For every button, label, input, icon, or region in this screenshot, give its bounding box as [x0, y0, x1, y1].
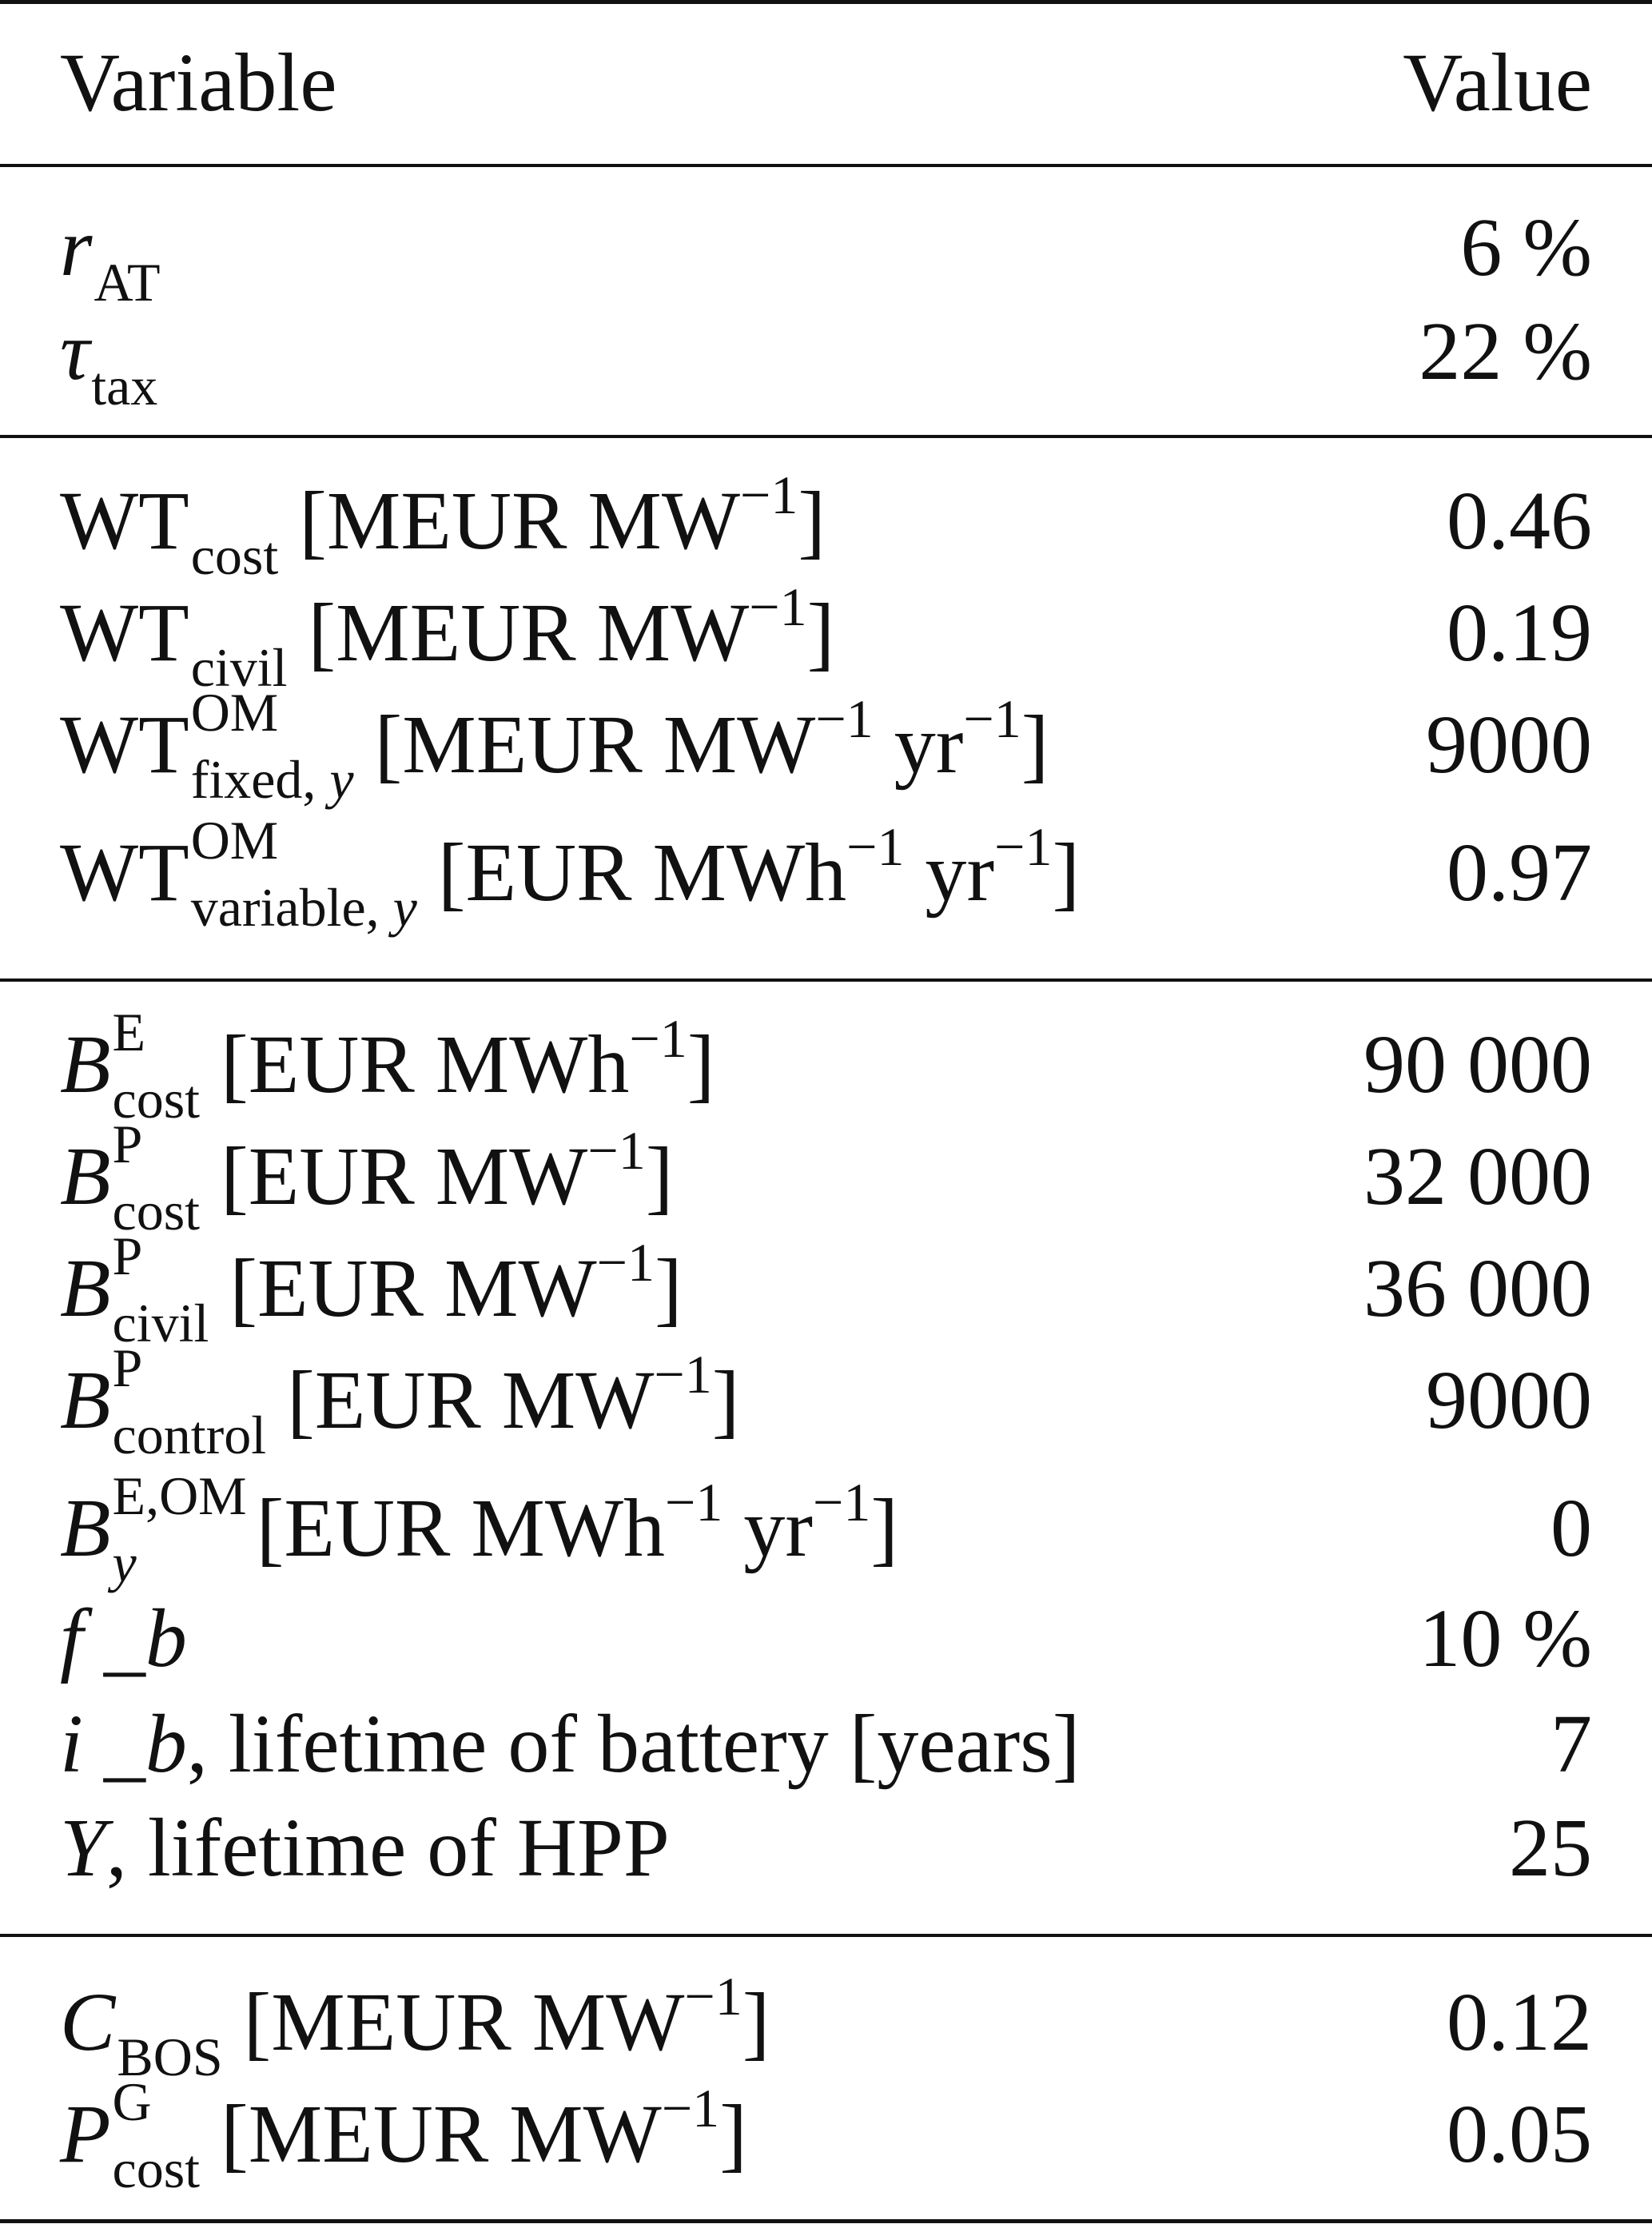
var-wt-om-fixed: [60, 682, 1049, 810]
var-base: B: [60, 1482, 111, 1574]
top-rule: [0, 0, 1652, 4]
var-base: B: [60, 1130, 111, 1222]
var-unit: [EUR MW: [287, 1354, 655, 1446]
var-unit-close: ]: [798, 475, 826, 567]
var-unit-exp: −1: [664, 1472, 723, 1532]
var-sup: G: [112, 2071, 152, 2132]
var-sup: E: [112, 1002, 146, 1062]
var-unit-exp: −1: [739, 464, 798, 525]
var-text: , lifetime of battery [years]: [186, 1698, 1081, 1790]
var-sub: cost: [190, 525, 279, 586]
header-value: Value: [1403, 37, 1592, 129]
var-wt-cost: [60, 464, 826, 586]
var-sup: P: [112, 1337, 143, 1398]
value-wt-om-fixed: 9000: [1426, 699, 1592, 791]
var-sub: cost: [112, 2138, 201, 2199]
var-p-g-cost: [60, 2071, 747, 2199]
var-base: Y: [60, 1802, 106, 1894]
var-y: [60, 1802, 670, 1894]
var-unit-exp: −1: [587, 1120, 646, 1181]
var-unit-close: ]: [687, 1018, 715, 1110]
value-c-bos: 0.12: [1447, 1976, 1592, 2068]
var-base: τ: [60, 305, 90, 397]
value-f-b: 10 %: [1419, 1592, 1592, 1684]
var-sub: AT: [94, 252, 161, 313]
var-unit-mid: yr: [904, 827, 995, 919]
var-b-e-om: [60, 1465, 898, 1593]
value-y: 25: [1509, 1802, 1592, 1894]
var-unit: [MEUR MW: [299, 475, 740, 567]
var-unit: [EUR MW: [229, 1242, 597, 1334]
var-unit-exp: −1: [684, 1966, 742, 2027]
var-base: r: [60, 201, 93, 293]
var-unit-close: ]: [655, 1242, 683, 1334]
var-unit-exp: −1: [596, 1232, 655, 1293]
var-base: B: [60, 1018, 111, 1110]
var-base: B: [60, 1242, 111, 1334]
value-r-at: 6 %: [1460, 201, 1592, 293]
group-rule-1: [0, 435, 1652, 438]
var-unit-close: ]: [1052, 827, 1081, 919]
var-unit-close: ]: [719, 2088, 747, 2180]
var-unit-close: ]: [870, 1482, 898, 1574]
var-base: B: [60, 1354, 111, 1446]
var-sub-italic: y: [329, 749, 354, 810]
value-wt-civil: 0.19: [1447, 587, 1592, 679]
value-i-b: 7: [1550, 1698, 1592, 1790]
var-base: i _b: [60, 1698, 187, 1790]
var-b-p-cost: [60, 1114, 674, 1242]
var-sub-italic: y: [112, 1532, 137, 1593]
var-unit: [EUR MW: [221, 1130, 588, 1222]
var-unit-exp: −1: [629, 1008, 687, 1069]
value-wt-om-variable: 0.97: [1447, 827, 1592, 919]
var-tau-tax: [60, 305, 158, 417]
var-unit: [EUR MWh: [437, 827, 847, 919]
var-wt-om-variable: [60, 810, 1081, 938]
var-sub: fixed,: [190, 749, 316, 810]
var-unit-close: ]: [711, 1354, 740, 1446]
var-base: f _b: [60, 1592, 187, 1684]
var-unit-close: ]: [806, 587, 835, 679]
var-sub: variable,: [190, 877, 380, 938]
bottom-rule: [0, 2219, 1652, 2223]
value-tau-tax: 22 %: [1419, 305, 1592, 397]
var-sub: cost: [112, 1069, 201, 1130]
var-sub-italic: y: [392, 877, 417, 938]
var-text: , lifetime of HPP: [105, 1802, 670, 1894]
var-unit-exp2: −1: [812, 1472, 871, 1532]
var-unit-mid: yr: [723, 1482, 813, 1574]
var-base: WT: [60, 475, 189, 567]
var-r-at: [60, 201, 161, 313]
var-unit-close: ]: [742, 1976, 770, 2068]
value-p-g-cost: 0.05: [1447, 2088, 1592, 2180]
var-sub: control: [112, 1405, 267, 1465]
var-sup: P: [112, 1114, 143, 1174]
var-sup: OM: [190, 682, 279, 743]
var-wt-civil: [60, 576, 835, 698]
var-i-b: [60, 1698, 1081, 1790]
var-c-bos: [60, 1966, 770, 2087]
var-unit-exp2: −1: [963, 688, 1021, 749]
var-sub: tax: [91, 356, 158, 417]
group-rule-3: [0, 1934, 1652, 1937]
var-unit-close: ]: [1021, 699, 1049, 791]
value-b-e-cost: 90 000: [1363, 1018, 1592, 1110]
var-unit-exp: −1: [661, 2078, 720, 2138]
var-base: P: [60, 2088, 111, 2180]
var-base: C: [60, 1976, 116, 2068]
var-sub: BOS: [117, 2027, 223, 2087]
var-f-b: [60, 1592, 187, 1684]
value-b-p-control: 9000: [1426, 1354, 1592, 1446]
var-unit-exp: −1: [815, 688, 874, 749]
var-unit-close: ]: [645, 1130, 674, 1222]
var-sup: OM: [190, 810, 279, 871]
var-unit-exp2: −1: [994, 816, 1053, 877]
var-sup: P: [112, 1226, 143, 1286]
value-b-p-cost: 32 000: [1363, 1130, 1592, 1222]
header-rule: [0, 164, 1652, 167]
var-base: WT: [60, 699, 189, 791]
header-variable: Variable: [60, 37, 337, 129]
var-unit-exp: −1: [749, 576, 807, 637]
var-b-p-civil: [60, 1226, 683, 1353]
var-unit-mid: yr: [873, 699, 964, 791]
var-base: WT: [60, 587, 189, 679]
var-unit-exp: −1: [654, 1344, 712, 1405]
var-unit: [MEUR MW: [243, 1976, 685, 2068]
var-sub: cost: [112, 1181, 201, 1242]
group-rule-2: [0, 978, 1652, 982]
var-unit: [MEUR MW: [308, 587, 750, 679]
var-sub: civil: [190, 637, 288, 698]
var-unit: [MEUR MW: [221, 2088, 662, 2180]
var-base: WT: [60, 827, 189, 919]
var-unit: [EUR MWh: [221, 1018, 630, 1110]
var-b-p-control: [60, 1337, 740, 1465]
value-b-e-om: 0: [1550, 1482, 1592, 1574]
var-unit-exp: −1: [846, 816, 905, 877]
value-b-p-civil: 36 000: [1363, 1242, 1592, 1334]
var-b-e-cost: [60, 1002, 715, 1130]
var-sub: civil: [112, 1293, 209, 1353]
var-unit: [EUR MWh: [256, 1482, 665, 1574]
var-unit: [MEUR MW: [374, 699, 816, 791]
var-sup: E,OM: [112, 1465, 247, 1526]
value-wt-cost: 0.46: [1447, 475, 1592, 567]
